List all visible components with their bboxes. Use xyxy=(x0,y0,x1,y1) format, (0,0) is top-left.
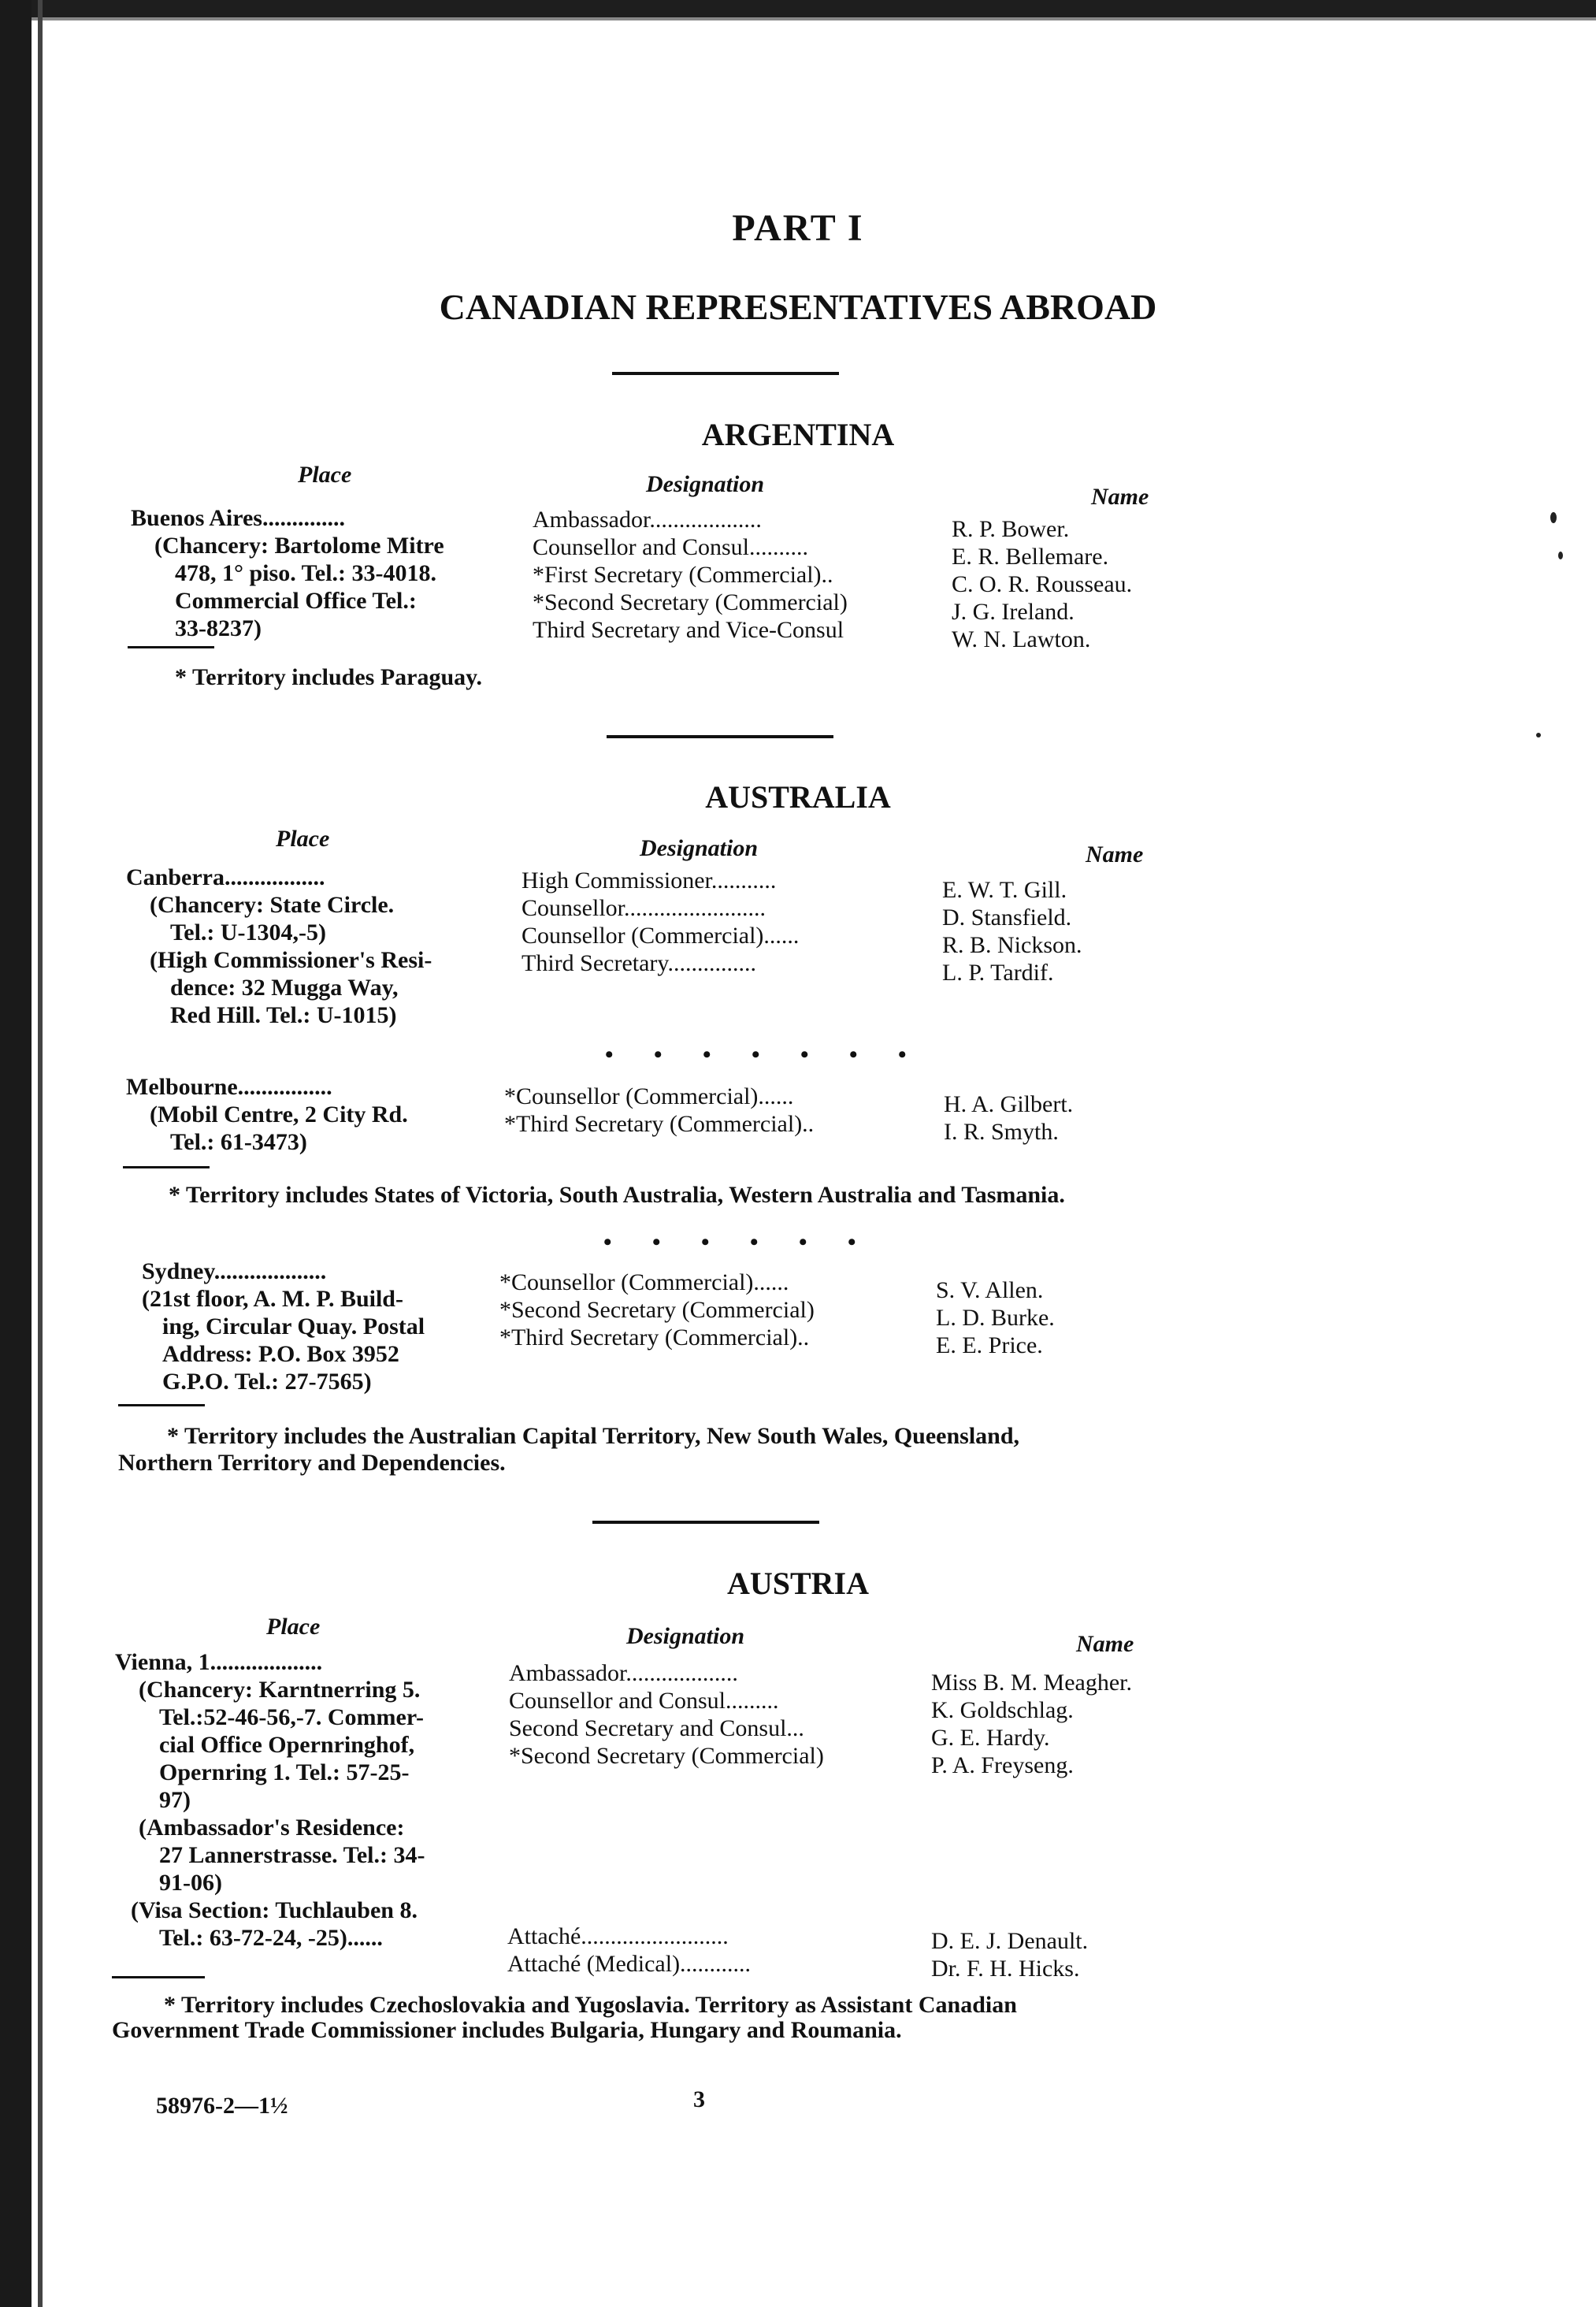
footnote-sydney-line1: * Territory includes the Australian Capital Territory, New South Wales, Queensland, xyxy=(167,1423,1020,1449)
name-item: S. V. Allen. xyxy=(936,1277,1044,1303)
designation-item: Second Secretary and Consul... xyxy=(509,1715,804,1741)
designation-item: *Counsellor (Commercial)...... xyxy=(499,1269,789,1295)
place-block-sydney xyxy=(142,1258,425,1395)
designation-item: Counsellor and Consul.......... xyxy=(533,534,808,560)
place-block-vienna xyxy=(115,1648,425,1952)
name-item: W. N. Lawton. xyxy=(952,626,1091,652)
name-item: E. R. Bellemare. xyxy=(952,544,1109,570)
designation-item: *Counsellor (Commercial)...... xyxy=(504,1083,794,1109)
scan-edge-top xyxy=(0,0,1596,17)
place-block-canberra xyxy=(126,864,432,1029)
country-heading-argentina: ARGENTINA xyxy=(701,417,895,452)
footnote-rule xyxy=(118,1404,205,1406)
name-list-melbourne xyxy=(944,1090,1073,1146)
place-line: (Chancery: Bartolome Mitre xyxy=(154,533,444,559)
designation-item: Attaché......................... xyxy=(507,1923,729,1949)
designation-item: Attaché (Medical)............ xyxy=(507,1951,752,1977)
name-item: R. P. Bower. xyxy=(952,516,1070,542)
column-header-designation: Designation xyxy=(646,471,765,497)
designation-item: *Second Secretary (Commercial) xyxy=(533,589,848,615)
place-line: ing, Circular Quay. Postal xyxy=(162,1313,425,1339)
scan-speck xyxy=(1550,512,1557,523)
column-header-designation: Designation xyxy=(640,835,759,861)
page-title: CANADIAN REPRESENTATIVES ABROAD xyxy=(439,287,1157,327)
place-line: Tel.: U-1304,-5) xyxy=(170,919,327,945)
place-line: G.P.O. Tel.: 27-7565) xyxy=(162,1369,372,1395)
place-line: Commercial Office Tel.: xyxy=(175,588,417,614)
designation-item: Ambassador................... xyxy=(509,1660,738,1686)
designation-list-melbourne xyxy=(504,1083,814,1138)
place-block-melbourne xyxy=(126,1073,408,1156)
name-item: E. E. Price. xyxy=(936,1332,1043,1358)
designation-item: Third Secretary and Vice-Consul xyxy=(533,617,844,643)
footnote-melbourne: * Territory includes States of Victoria, South Australia, Western Australia and Tasmania. xyxy=(169,1182,1065,1208)
name-list-canberra xyxy=(942,876,1082,986)
part-heading: PART I xyxy=(732,207,864,249)
designation-item: *Third Secretary (Commercial).. xyxy=(504,1111,815,1137)
place-line: Tel.: 61-3473) xyxy=(170,1129,307,1155)
separator-dots: • • • • • • • xyxy=(605,1042,924,1068)
designation-item: Counsellor (Commercial)...... xyxy=(521,923,800,949)
country-heading-australia: AUSTRALIA xyxy=(705,779,891,815)
name-item: E. W. T. Gill. xyxy=(942,877,1067,903)
place-block-buenos-aires xyxy=(131,504,444,642)
scan-speck xyxy=(1536,733,1541,737)
footnote-rule xyxy=(128,646,214,648)
title-divider xyxy=(612,372,839,375)
footnote-rule xyxy=(123,1166,210,1168)
separator-dots: • • • • • • xyxy=(603,1229,874,1255)
place-line: dence: 32 Mugga Way, xyxy=(170,975,399,1001)
column-header-place: Place xyxy=(298,462,352,488)
footnote-rule xyxy=(112,1976,205,1978)
column-header-place: Place xyxy=(276,826,330,852)
name-item: D. Stansfield. xyxy=(942,905,1072,931)
name-list-vienna-visa xyxy=(931,1927,1088,1982)
place-line: Tel.:52-46-56,-7. Commer- xyxy=(159,1704,425,1730)
designation-list-vienna-visa xyxy=(507,1922,751,1978)
section-divider xyxy=(592,1521,819,1524)
place-line: (Mobil Centre, 2 City Rd. xyxy=(150,1101,408,1127)
place-line: 478, 1° piso. Tel.: 33-4018. xyxy=(175,560,437,586)
place-line: Tel.: 63-72-24, -25)...... xyxy=(159,1925,383,1951)
name-item: L. P. Tardif. xyxy=(942,960,1054,986)
name-item: H. A. Gilbert. xyxy=(944,1091,1074,1117)
country-heading-austria: AUSTRIA xyxy=(726,1566,870,1601)
place-line: Address: P.O. Box 3952 xyxy=(162,1341,399,1367)
place-line: (Chancery: State Circle. xyxy=(150,892,395,918)
footnote-argentina: * Territory includes Paraguay. xyxy=(175,664,482,690)
designation-item: *Second Secretary (Commercial) xyxy=(499,1297,815,1323)
section-divider xyxy=(607,735,833,738)
designation-item: High Commissioner........... xyxy=(521,867,777,893)
place-line: (High Commissioner's Resi- xyxy=(150,947,432,973)
column-header-name: Name xyxy=(1091,484,1149,510)
name-item: L. D. Burke. xyxy=(936,1305,1055,1331)
column-header-designation: Designation xyxy=(626,1623,745,1649)
name-list-sydney xyxy=(936,1276,1055,1359)
place-line: cial Office Opernringhof, xyxy=(159,1732,415,1758)
name-item: J. G. Ireland. xyxy=(952,599,1075,625)
place-line: Vienna, 1................... xyxy=(115,1649,323,1675)
print-code: 58976-2—1½ xyxy=(156,2093,288,2119)
place-line: (Visa Section: Tuchlauben 8. xyxy=(131,1897,418,1923)
place-line: Sydney................... xyxy=(142,1258,327,1284)
place-line: Red Hill. Tel.: U-1015) xyxy=(170,1002,397,1028)
column-header-name: Name xyxy=(1076,1631,1134,1657)
designation-list-argentina xyxy=(533,506,848,644)
place-line: Opernring 1. Tel.: 57-25- xyxy=(159,1759,410,1785)
designation-item: Counsellor and Consul......... xyxy=(509,1688,779,1714)
designation-item: Ambassador................... xyxy=(533,507,762,533)
place-line: 33-8237) xyxy=(175,615,262,641)
name-item: K. Goldschlag. xyxy=(931,1697,1074,1723)
place-line: Canberra................. xyxy=(126,864,325,890)
place-line: 97) xyxy=(159,1787,191,1813)
designation-item: Third Secretary............... xyxy=(521,950,756,976)
designation-item: *Second Secretary (Commercial) xyxy=(509,1743,824,1769)
footnote-austria-line2: Government Trade Commissioner includes Bulgaria, Hungary and Roumania. xyxy=(112,2017,902,2043)
place-line: (Ambassador's Residence: xyxy=(139,1815,405,1841)
name-item: C. O. R. Rousseau. xyxy=(952,571,1133,597)
footnote-sydney-line2: Northern Territory and Dependencies. xyxy=(118,1450,506,1476)
designation-item: *First Secretary (Commercial).. xyxy=(533,562,833,588)
place-line: Melbourne................ xyxy=(126,1074,332,1100)
name-item: Miss B. M. Meagher. xyxy=(931,1670,1132,1696)
place-line: Buenos Aires.............. xyxy=(131,505,345,531)
scan-speck xyxy=(1558,552,1563,559)
name-item: G. E. Hardy. xyxy=(931,1725,1050,1751)
scan-edge-left-line xyxy=(38,0,43,2307)
place-line: (Chancery: Karntnerring 5. xyxy=(139,1677,421,1703)
designation-item: Counsellor........................ xyxy=(521,895,766,921)
place-line: 27 Lannerstrasse. Tel.: 34- xyxy=(159,1842,425,1868)
column-header-place: Place xyxy=(266,1614,321,1640)
name-item: D. E. J. Denault. xyxy=(931,1928,1089,1954)
place-line: (21st floor, A. M. P. Build- xyxy=(142,1286,403,1312)
scan-edge-left xyxy=(0,0,32,2307)
place-line: 91-06) xyxy=(159,1870,222,1896)
designation-item: *Third Secretary (Commercial).. xyxy=(499,1324,810,1350)
scan-edge-top-shadow xyxy=(0,17,1596,20)
name-item: R. B. Nickson. xyxy=(942,932,1082,958)
name-item: P. A. Freyseng. xyxy=(931,1752,1074,1778)
name-item: I. R. Smyth. xyxy=(944,1119,1059,1145)
column-header-name: Name xyxy=(1086,841,1144,867)
name-item: Dr. F. H. Hicks. xyxy=(931,1956,1080,1982)
name-list-vienna xyxy=(931,1669,1132,1779)
footnote-austria-line1: * Territory includes Czechoslovakia and Yugoslavia. Territory as Assistant Canadian xyxy=(164,1992,1017,2018)
designation-list-sydney xyxy=(499,1269,815,1351)
designation-list-canberra xyxy=(521,867,799,977)
name-list-argentina xyxy=(952,515,1132,653)
designation-list-vienna xyxy=(509,1659,824,1770)
page-number: 3 xyxy=(693,2086,705,2112)
